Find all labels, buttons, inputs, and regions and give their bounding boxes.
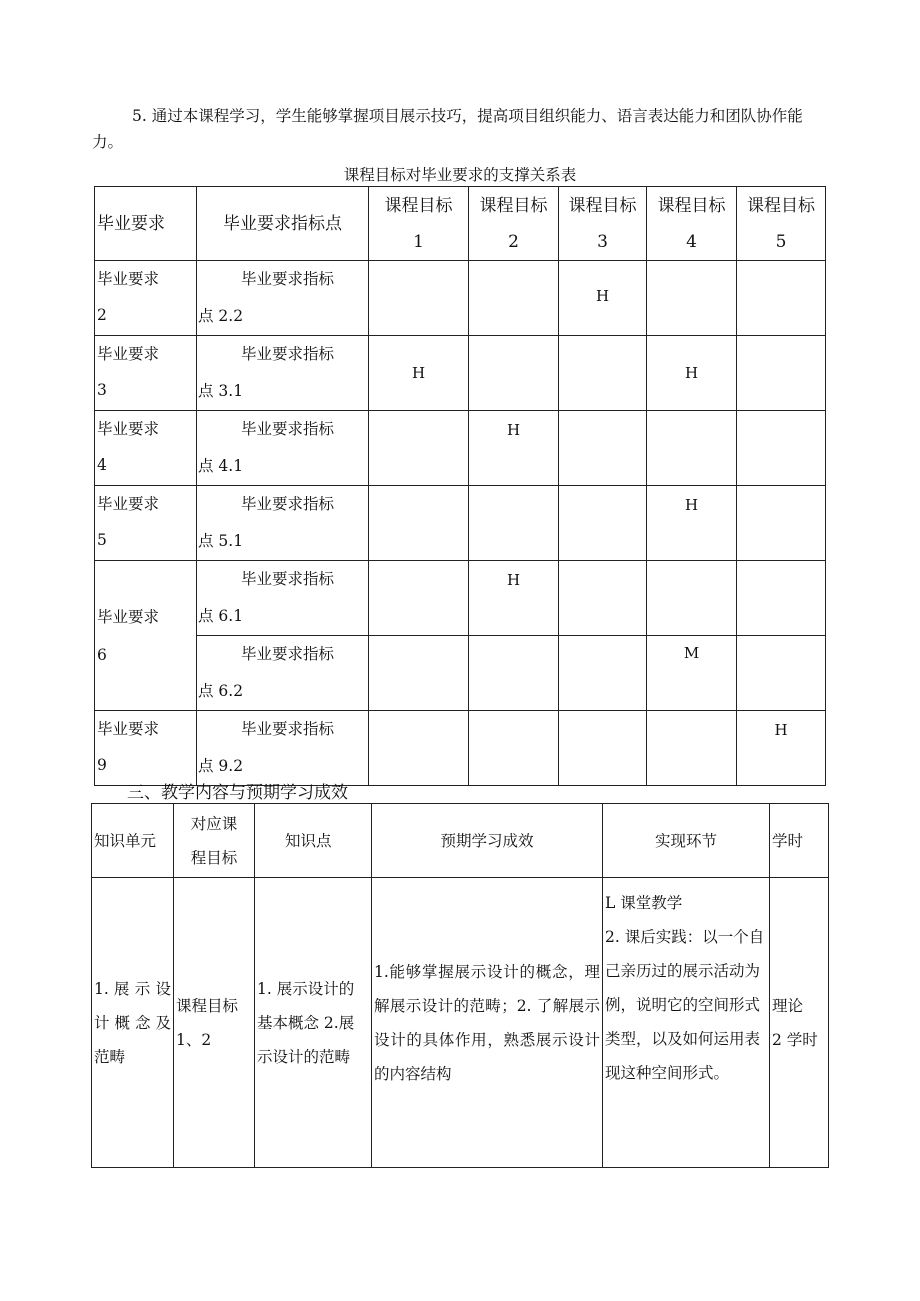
mark-cell [559,486,647,561]
header-goal-label: 课程目标 [657,195,726,216]
mark-cell [647,411,737,486]
requirement-label: 毕业要求 [97,345,160,363]
table-row [95,486,826,561]
mark-cell [737,336,826,411]
indicator-cell [197,561,369,636]
requirement-cell [95,711,197,786]
header-course-goal [174,804,255,878]
requirement-label: 毕业要求 [97,720,160,738]
mark-cell [469,336,559,411]
requirement-number: 2 [97,306,107,324]
expected-outcome-cell: 1.能够掌握展示设计的概念，理解展示设计的范畴；2. 了解展示设计的具体作用，熟悉展示设计的内容结构 [372,878,603,1168]
requirement-cell [95,486,197,561]
mark-cell [369,486,469,561]
mark-cell [737,486,826,561]
requirement-number: 5 [97,531,107,549]
requirement-number: 6 [97,645,107,664]
mark-cell [469,636,559,711]
requirement-cell [95,261,197,336]
hours-cell [770,878,829,1168]
mark-cell [559,336,647,411]
support-table [94,186,826,786]
indicator-label: 毕业要求指标 [241,270,335,288]
mark-cell [559,711,647,786]
table-row [95,261,826,336]
header-goal-label: 课程目标 [568,195,637,216]
indicator-number: 点 6.2 [198,682,244,700]
requirement-number: 9 [97,756,107,774]
mark-cell: H [469,411,559,486]
content-table-header-row [92,804,829,878]
indicator-label: 毕业要求指标 [241,420,335,438]
header-goal-number: 1 [413,231,424,252]
header-goal-3 [559,187,647,261]
mark-cell: H [647,336,737,411]
unit-cell: 1. 展 示 设 计 概 念 及 范畴 [92,878,174,1168]
table-row [95,411,826,486]
indicator-cell [197,486,369,561]
support-table-caption: 课程目标对毕业要求的支撑关系表 [343,166,577,184]
method-line1: L 课堂教学 [605,894,683,912]
mark-cell: H [737,711,826,786]
hours-line1: 理论 [772,996,804,1015]
header-hours: 学时 [770,804,829,878]
mark-cell [369,711,469,786]
intro-paragraph: 5. 通过本课程学习，学生能够掌握项目展示技巧，提高项目组织能力、语言表达能力和团队协作能力。 [92,107,803,151]
header-goal-label: 课程目标 [479,195,548,216]
method-line2: 2. 课后实践：以一个自己亲历过的展示活动为例，说明它的空间形式类型，以及如何运用表现这种空间形式。 [605,928,765,1082]
mark-cell: H [559,261,647,336]
indicator-cell [197,411,369,486]
mark-cell [369,261,469,336]
indicator-cell [197,261,369,336]
indicator-label: 毕业要求指标 [241,345,335,363]
table-row [95,336,826,411]
content-table [91,803,829,1168]
header-unit: 知识单元 [92,804,174,878]
hours-line2: 2 学时 [772,1030,818,1049]
header-goal-4 [647,187,737,261]
mark-cell [559,411,647,486]
indicator-number: 点 4.1 [198,457,244,475]
indicator-number: 点 6.1 [198,607,244,625]
mark-cell [737,261,826,336]
mark-cell: H [369,336,469,411]
mark-cell [559,636,647,711]
requirement-number: 3 [97,381,107,399]
requirement-label: 毕业要求 [97,420,160,438]
mark-cell [469,711,559,786]
indicator-label: 毕业要求指标 [241,645,335,663]
requirement-cell [95,411,197,486]
indicator-label: 毕业要求指标 [241,570,335,588]
header-requirement: 毕业要求 [95,187,197,261]
table-row [95,561,826,636]
mark-cell [369,561,469,636]
mark-cell [737,561,826,636]
header-expected-outcome: 预期学习成效 [372,804,603,878]
header-course-goal-line2: 程目标 [190,848,238,867]
header-goal-label: 课程目标 [384,195,453,216]
requirement-cell [95,561,197,711]
header-goal-2 [469,187,559,261]
header-goal-number: 2 [508,231,519,252]
header-course-goal-line1: 对应课 [190,814,238,833]
mark-cell [737,636,826,711]
mark-cell [559,561,647,636]
header-method: 实现环节 [603,804,770,878]
indicator-number: 点 2.2 [198,307,244,325]
mark-cell: M [647,636,737,711]
section-title: 三、教学内容与预期学习成效 [127,783,348,803]
requirement-label: 毕业要求 [97,607,160,626]
table-row [95,711,826,786]
header-goal-1 [369,187,469,261]
mark-cell: H [469,561,559,636]
requirement-label: 毕业要求 [97,495,160,513]
table-row [92,878,829,1168]
indicator-label: 毕业要求指标 [241,495,335,513]
mark-cell [369,411,469,486]
mark-cell [737,411,826,486]
header-knowledge-points: 知识点 [255,804,372,878]
method-cell [603,878,770,1168]
indicator-cell [197,636,369,711]
header-goal-number: 5 [775,231,787,252]
header-indicator: 毕业要求指标点 [197,187,369,261]
indicator-number: 点 5.1 [198,532,244,550]
header-goal-5 [737,187,826,261]
indicator-cell [197,336,369,411]
knowledge-points-cell: 1. 展示设计的基本概念 2.展示设计的范畴 [255,878,372,1168]
header-goal-label: 课程目标 [747,195,815,216]
indicator-cell [197,711,369,786]
mark-cell: H [647,486,737,561]
mark-cell [469,261,559,336]
requirement-number: 4 [97,456,107,474]
header-goal-number: 3 [597,231,608,252]
mark-cell [647,261,737,336]
table-row [95,636,826,711]
requirement-cell [95,336,197,411]
requirement-label: 毕业要求 [97,270,160,288]
course-goal-cell: 课程目标 1、2 [174,878,255,1168]
indicator-label: 毕业要求指标 [241,720,335,738]
indicator-number: 点 3.1 [198,382,244,400]
header-goal-number: 4 [686,231,697,252]
support-table-header-row [95,187,826,261]
mark-cell [647,561,737,636]
mark-cell [469,486,559,561]
mark-cell [369,636,469,711]
mark-cell [647,711,737,786]
indicator-number: 点 9.2 [198,757,244,775]
